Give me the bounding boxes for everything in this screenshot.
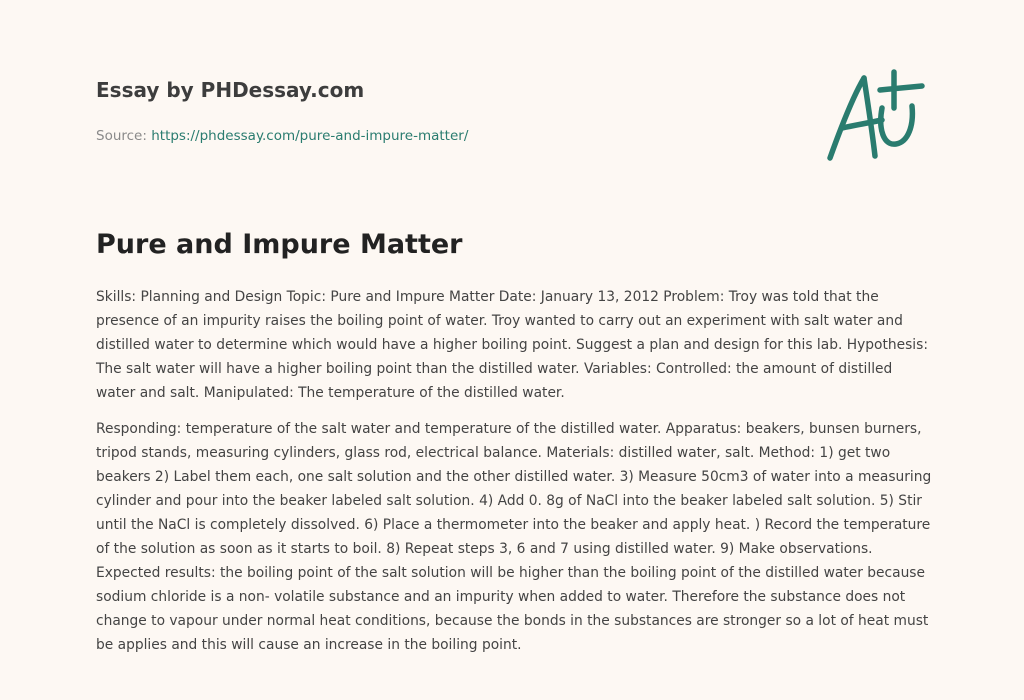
essay-body [96, 285, 932, 669]
source-line [96, 127, 736, 145]
source-link[interactable]: https://phdessay.com/pure-and-impure-matter/ [151, 128, 469, 144]
essay-header [96, 76, 736, 145]
a-plus-logo-icon [822, 68, 926, 164]
essay-paragraph: Responding: temperature of the salt water and temperature of the distilled water. Apparatus: beakers, bunsen burners, tripod stands, measuring cylinders, glass rod, electrical balance. Materials: distilled water, salt. Method: 1) get two beakers 2) Label them each, one salt solution and the other distilled water. 3) Measure 50cm3 of water into a measuring cylinder and pour into the beaker labeled salt solution. 4) Add 0. 8g of NaCl into the beaker labeled salt solution. 5) Stir until the NaCl is completely dissolved. 6) Place a thermometer into the beaker and apply heat. ) Record the temperature of the solution as soon as it starts to boil. 8) Repeat steps 3, 6 and 7 using distilled water. 9) Make observations. Expected results: the boiling point of the salt solution will be higher than the boiling point of the distilled water because sodium chloride is a non- volatile substance and an impurity when added to water. Therefore the substance does not change to vapour under normal heat conditions, because the bonds in the substances are stronger so a lot of heat must be applies and this will cause an increase in the boiling point. [96, 421, 932, 653]
essay-paragraph: Skills: Planning and Design Topic: Pure and Impure Matter Date: January 13, 2012 Problem: Troy was told that the presence of an impurity raises the boiling point of water. Troy wanted to carry out an experiment with salt water and distilled water to determine which would have a higher boiling point. Suggest a plan and design for this lab. Hypothesis: The salt water will have a higher boiling point than the distilled water. Variables: Controlled: the amount of distilled water and salt. Manipulated: The temperature of the distilled water. [96, 289, 928, 401]
essay-title: Pure and Impure Matter [96, 229, 463, 260]
brand-title: Essay by PHDessay.com [96, 78, 365, 102]
source-label: Source: [96, 128, 152, 144]
